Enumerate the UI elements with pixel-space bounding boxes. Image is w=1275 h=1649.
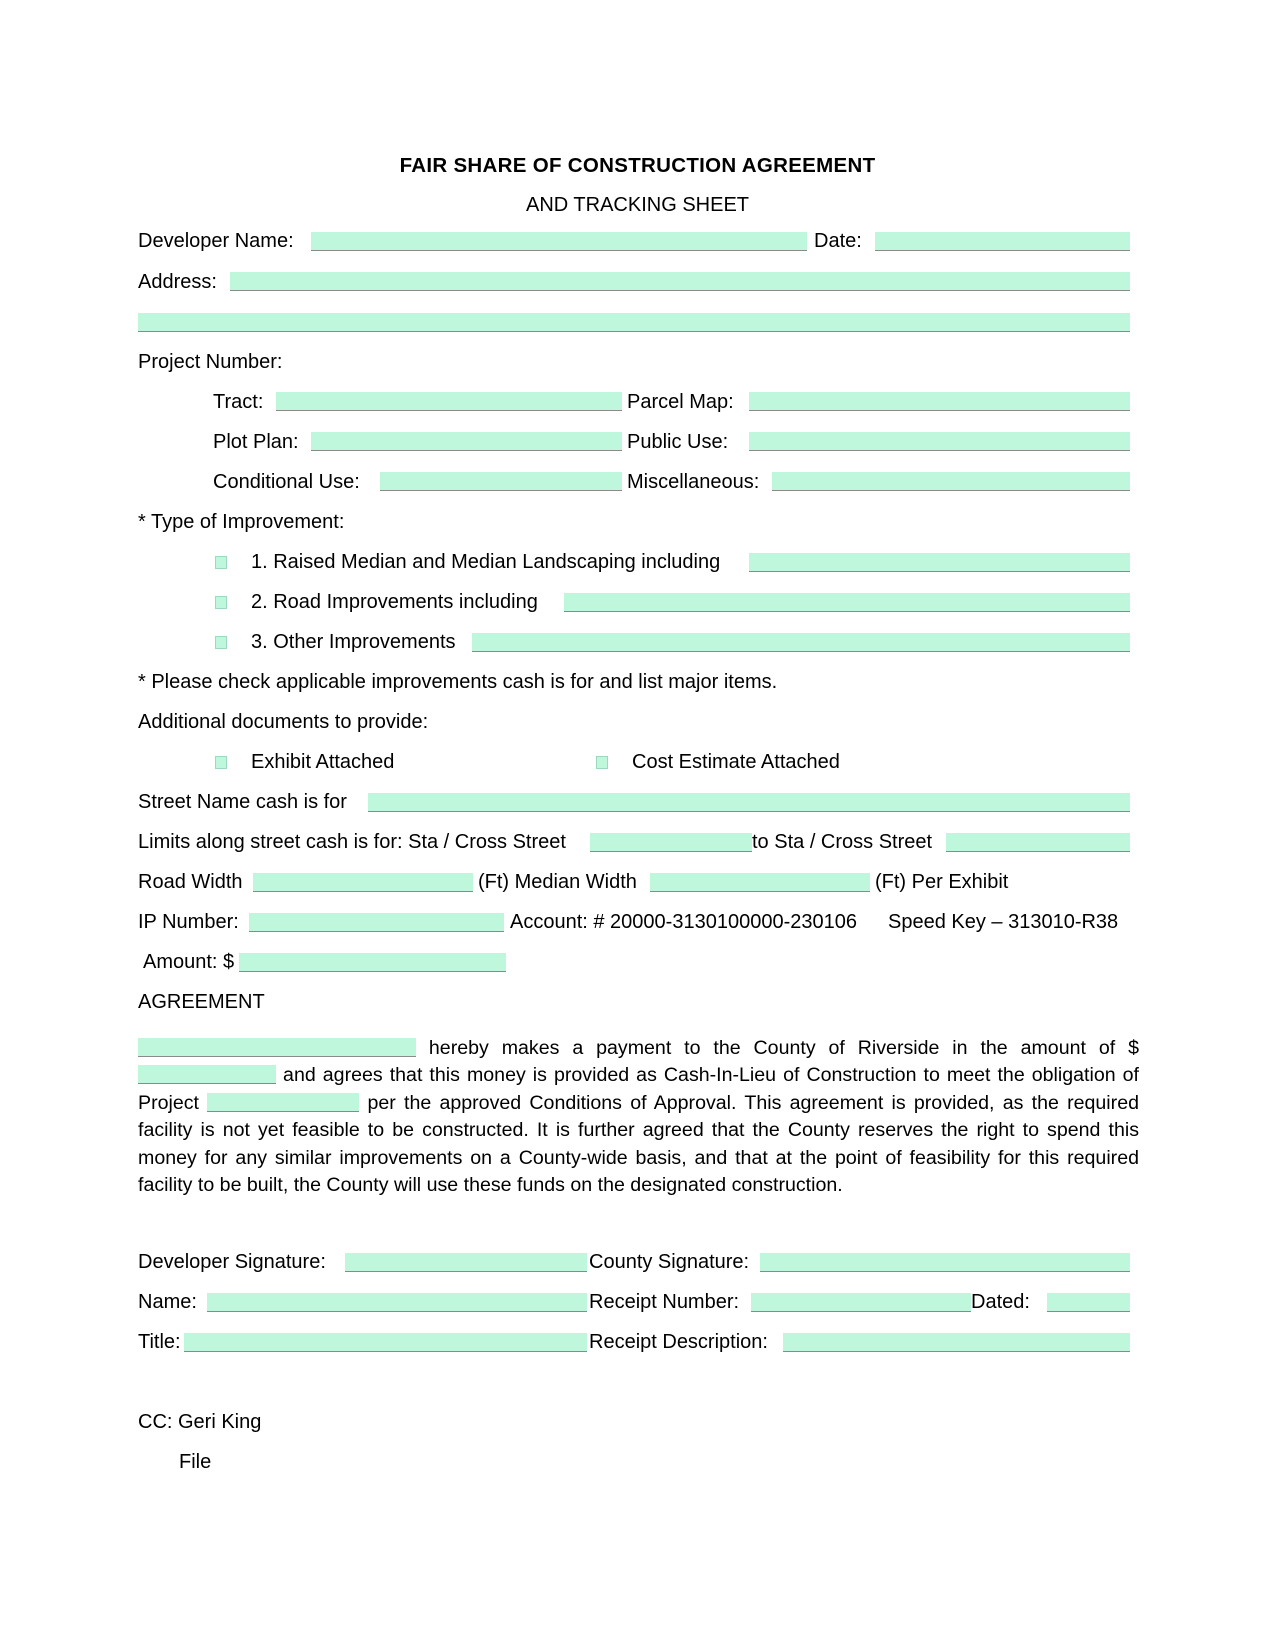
ip-number-field[interactable] [249,913,504,932]
cost-estimate-checkbox[interactable] [596,756,608,769]
county-signature-label: County Signature: [589,1251,750,1273]
form-subtitle: AND TRACKING SHEET [526,194,749,216]
title-label: Title: [138,1331,181,1353]
improvement-2-field[interactable] [564,593,1130,612]
developer-name-field[interactable] [311,232,807,251]
account-number: Account: # 20000-3130100000-230106 [510,911,857,933]
plot-plan-label: Plot Plan: [213,431,299,453]
name-label: Name: [138,1291,197,1313]
per-exhibit-label: (Ft) Per Exhibit [875,871,1009,893]
tract-field[interactable] [276,392,622,411]
conditional-use-field[interactable] [380,472,622,491]
parcel-map-field[interactable] [749,392,1130,411]
exhibit-attached-checkbox[interactable] [215,756,227,769]
improvement-1-label: 1. Raised Median and Median Landscaping including [251,551,721,573]
address-field-line2[interactable] [138,313,1130,332]
dated-label: Dated: [971,1291,1030,1313]
agreement-text-2: and agrees that this money is provided as Cash-In-Lieu of Construction to meet the obligation of Project [138,1064,1140,1114]
conditional-use-label: Conditional Use: [213,471,360,493]
developer-signature-label: Developer Signature: [138,1251,326,1273]
agreement-text-1: hereby makes a payment to the County of Riverside in the amount of [428,1037,1116,1059]
median-width-field[interactable] [650,873,870,892]
file-line: File [179,1451,212,1473]
receipt-description-field[interactable] [783,1333,1130,1352]
median-width-label: (Ft) Median Width [478,871,637,893]
project-number-label: Project Number: [138,351,283,373]
address-field-line1[interactable] [230,272,1130,291]
limits-label: Limits along street cash is for: Sta / Cross Street [138,831,566,853]
exhibit-attached-label: Exhibit Attached [251,751,395,773]
agreement-party-field[interactable] [138,1038,416,1057]
agreement-project-field[interactable] [207,1093,359,1112]
road-width-label: Road Width [138,871,243,893]
please-check-note: * Please check applicable improvements cash is for and list major items. [138,671,778,693]
to-sta-label: to Sta / Cross Street [752,831,933,853]
cost-estimate-label: Cost Estimate Attached [632,751,840,773]
tract-label: Tract: [213,391,264,413]
agreement-paragraph [138,1035,1139,1199]
plot-plan-field[interactable] [311,432,622,451]
agreement-text-3: per the approved Conditions of Approval. This agreement is provided, as the required facility is not yet feasible to be constructed. It is further agreed that the County reserves the right to spend this money for any similar improvements on a County-wide basis, and that at the point of feasibility for this required facility to be built, the County will use these funds on the designated construction. [138,1091,1139,1197]
street-name-field[interactable] [368,793,1130,812]
limits-from-field[interactable] [590,833,752,852]
county-signature-field[interactable] [760,1253,1130,1272]
improvement-2-label: 2. Road Improvements including [251,591,538,613]
agreement-dollar: $ [1128,1037,1139,1059]
type-of-improvement-label: * Type of Improvement: [138,511,345,533]
miscellaneous-label: Miscellaneous: [627,471,760,493]
limits-to-field[interactable] [946,833,1130,852]
title-field[interactable] [184,1333,587,1352]
agreement-heading: AGREEMENT [138,991,265,1013]
speed-key: Speed Key – 313010-R38 [888,911,1119,933]
name-field[interactable] [207,1293,587,1312]
improvement-1-field[interactable] [749,553,1130,572]
receipt-number-label: Receipt Number: [589,1291,740,1313]
date-label: Date: [814,230,862,252]
improvement-3-checkbox[interactable] [215,636,227,649]
developer-name-label: Developer Name: [138,230,294,252]
parcel-map-label: Parcel Map: [627,391,734,413]
developer-signature-field[interactable] [345,1253,587,1272]
improvement-1-checkbox[interactable] [215,556,227,569]
amount-field[interactable] [239,953,506,972]
improvement-3-label: 3. Other Improvements [251,631,456,653]
cc-line: CC: Geri King [138,1411,262,1433]
improvement-3-field[interactable] [472,633,1130,652]
form-title: FAIR SHARE OF CONSTRUCTION AGREEMENT [399,154,876,177]
miscellaneous-field[interactable] [772,472,1130,491]
address-label: Address: [138,271,217,293]
amount-label: Amount: $ [143,951,235,973]
additional-docs-label: Additional documents to provide: [138,711,429,733]
road-width-field[interactable] [253,873,473,892]
improvement-2-checkbox[interactable] [215,596,227,609]
date-field[interactable] [875,232,1130,251]
ip-number-label: IP Number: [138,911,239,933]
agreement-amount-field[interactable] [138,1065,276,1084]
receipt-description-label: Receipt Description: [589,1331,768,1353]
street-name-label: Street Name cash is for [138,791,347,813]
receipt-number-field[interactable] [751,1293,971,1312]
public-use-label: Public Use: [627,431,729,453]
public-use-field[interactable] [749,432,1130,451]
dated-field[interactable] [1047,1293,1130,1312]
